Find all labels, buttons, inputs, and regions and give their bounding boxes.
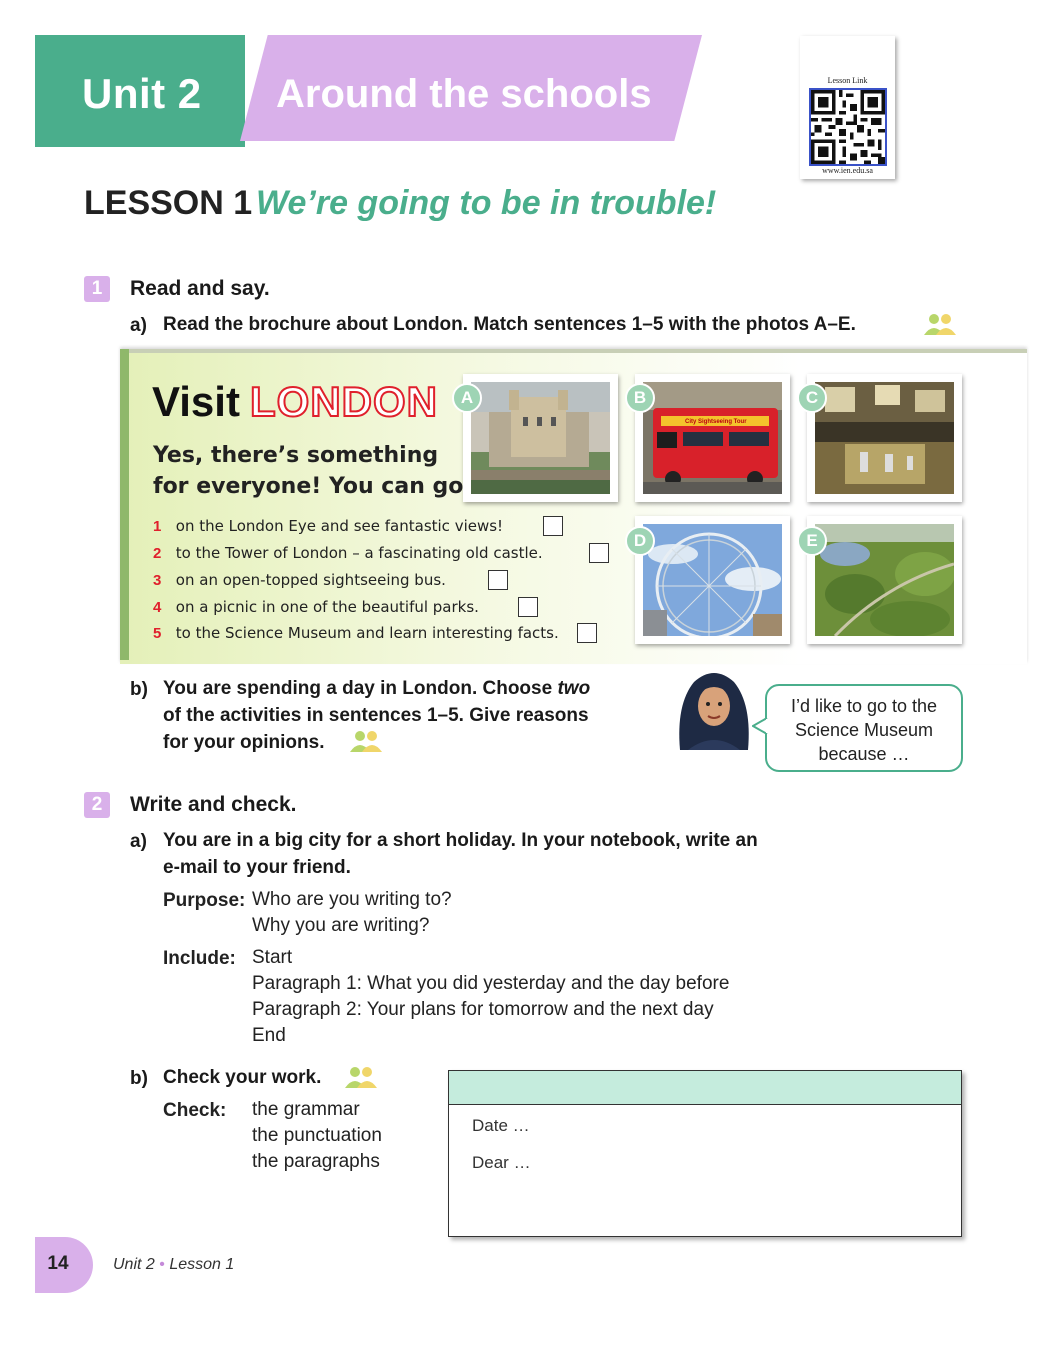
brochure-edge — [120, 349, 129, 660]
section-1-heading: Read and say. — [130, 277, 270, 300]
include-list — [252, 945, 729, 1049]
lesson-label: LESSON 1 — [84, 184, 253, 222]
section-2-heading: Write and check. — [130, 793, 297, 816]
park-image — [815, 524, 954, 636]
section-1-number: 1 — [84, 276, 110, 302]
check-list — [252, 1097, 382, 1175]
check-label: Check: — [163, 1100, 227, 1121]
brochure-visit: Visit — [152, 378, 240, 425]
photo-letter-a: A — [452, 383, 482, 413]
bus-banner-text: City Sightseeing Tour — [685, 419, 747, 425]
footer-unit: Unit 2 — [113, 1256, 155, 1273]
footer-lesson: Lesson 1 — [169, 1256, 235, 1273]
speech-bubble — [765, 684, 963, 772]
include-label: Include: — [163, 948, 236, 969]
bubble-line-2: Science Museum — [794, 720, 934, 740]
footer-caption — [113, 1256, 234, 1274]
footer-separator: • — [159, 1256, 165, 1273]
tagline-line-2: for everyone! You can go — [153, 474, 464, 499]
item-text: to the Tower of London – a fascinating old castle. — [175, 544, 543, 562]
check-item: the punctuation — [252, 1125, 382, 1146]
lesson-title: We’re going to be in trouble! — [256, 184, 717, 222]
section-1b-line-2: of the activities in sentences 1–5. Give reasons — [163, 705, 589, 726]
section-2b-instruction: Check your work. — [163, 1067, 322, 1088]
photo-b-sightseeing-bus — [635, 374, 790, 502]
item-number: 1 — [153, 518, 162, 535]
include-item: Start — [252, 947, 293, 968]
brochure-tagline — [153, 440, 463, 502]
match-box-1[interactable] — [543, 516, 563, 536]
item-number: 3 — [153, 572, 162, 589]
section-1b-line-3: for your opinions. — [163, 732, 325, 753]
unit-title: Around the schools — [276, 72, 652, 116]
purpose-label: Purpose: — [163, 890, 246, 911]
lesson-link-label: Lesson Link — [827, 76, 868, 85]
purpose-item: Who are you writing to? — [252, 889, 452, 910]
photo-letter-e: E — [797, 526, 827, 556]
lesson-link-url: www.ien.edu.sa — [822, 166, 873, 175]
email-header-bar — [449, 1071, 961, 1105]
section-1b-line-1: You are spending a day in London. Choose — [163, 678, 558, 699]
brochure-item-2 — [153, 544, 543, 563]
check-item: the grammar — [252, 1099, 360, 1120]
purpose-item: Why you are writing? — [252, 915, 430, 936]
section-2a-line-2: e-mail to your friend. — [163, 857, 351, 878]
photo-a-tower-of-london — [463, 374, 618, 502]
bubble-line-1: I’d like to go to the — [790, 696, 938, 716]
lesson-link-card[interactable] — [800, 36, 895, 179]
include-item: Paragraph 2: Your plans for tomorrow and the next day — [252, 999, 714, 1020]
item-number: 2 — [153, 545, 162, 562]
brochure-item-1 — [153, 517, 503, 536]
page-number: 14 — [47, 1253, 69, 1274]
match-box-5[interactable] — [577, 623, 597, 643]
include-item: End — [252, 1025, 286, 1046]
photo-letter-c: C — [797, 383, 827, 413]
section-1b-emphasis: two — [557, 678, 591, 699]
photo-c-science-museum — [807, 374, 962, 502]
item-text: to the Science Museum and learn interesting facts. — [175, 624, 559, 642]
item-text: on a picnic in one of the beautiful parks. — [175, 598, 479, 616]
item-number: 4 — [153, 599, 162, 616]
qr-code-icon[interactable] — [809, 88, 887, 166]
photo-letter-d: D — [625, 526, 655, 556]
brochure-item-4 — [153, 598, 479, 617]
email-greeting-line: Dear … — [472, 1153, 531, 1172]
photo-e-park — [807, 516, 962, 644]
email-date-line: Date … — [472, 1116, 530, 1135]
item-number: 5 — [153, 625, 162, 642]
pair-work-icon — [348, 730, 384, 752]
photo-d-london-eye — [635, 516, 790, 644]
student-avatar — [670, 664, 758, 750]
match-box-2[interactable] — [589, 543, 609, 563]
include-item: Paragraph 1: What you did yesterday and the day before — [252, 973, 730, 994]
london-eye-image — [643, 524, 782, 636]
brochure-item-5 — [153, 624, 559, 643]
tagline-line-1: Yes, there’s something — [153, 443, 439, 468]
email-template-box[interactable] — [448, 1070, 962, 1237]
bubble-line-3: because … — [818, 744, 910, 764]
science-museum-image — [815, 382, 954, 494]
purpose-list — [252, 887, 452, 939]
check-item: the paragraphs — [252, 1151, 380, 1172]
pair-work-icon — [343, 1066, 379, 1088]
item-text: on the London Eye and see fantastic views! — [175, 517, 504, 535]
section-1a-instruction: Read the brochure about London. Match sentences 1–5 with the photos A–E. — [163, 314, 856, 335]
pair-work-icon — [922, 313, 958, 335]
brochure-item-3 — [153, 571, 446, 590]
brochure-london: LONDON — [250, 378, 438, 425]
section-2a-line-1: You are in a big city for a short holiday. In your notebook, write an — [163, 830, 758, 851]
match-box-3[interactable] — [488, 570, 508, 590]
item-text: on an open-topped sightseeing bus. — [175, 571, 446, 589]
sightseeing-bus-image — [643, 382, 782, 494]
section-1a-letter: a) — [130, 315, 147, 336]
section-2b-letter: b) — [130, 1068, 148, 1089]
tower-of-london-image — [471, 382, 610, 494]
section-1b-letter: b) — [130, 679, 148, 700]
speech-bubble-tail — [752, 716, 768, 736]
match-box-4[interactable] — [518, 597, 538, 617]
photo-letter-b: B — [625, 383, 655, 413]
section-2-number: 2 — [84, 792, 110, 818]
unit-label: Unit 2 — [82, 70, 202, 117]
section-2a-letter: a) — [130, 831, 147, 852]
section-2a-instruction — [163, 827, 758, 881]
section-1b-instruction — [163, 675, 653, 756]
